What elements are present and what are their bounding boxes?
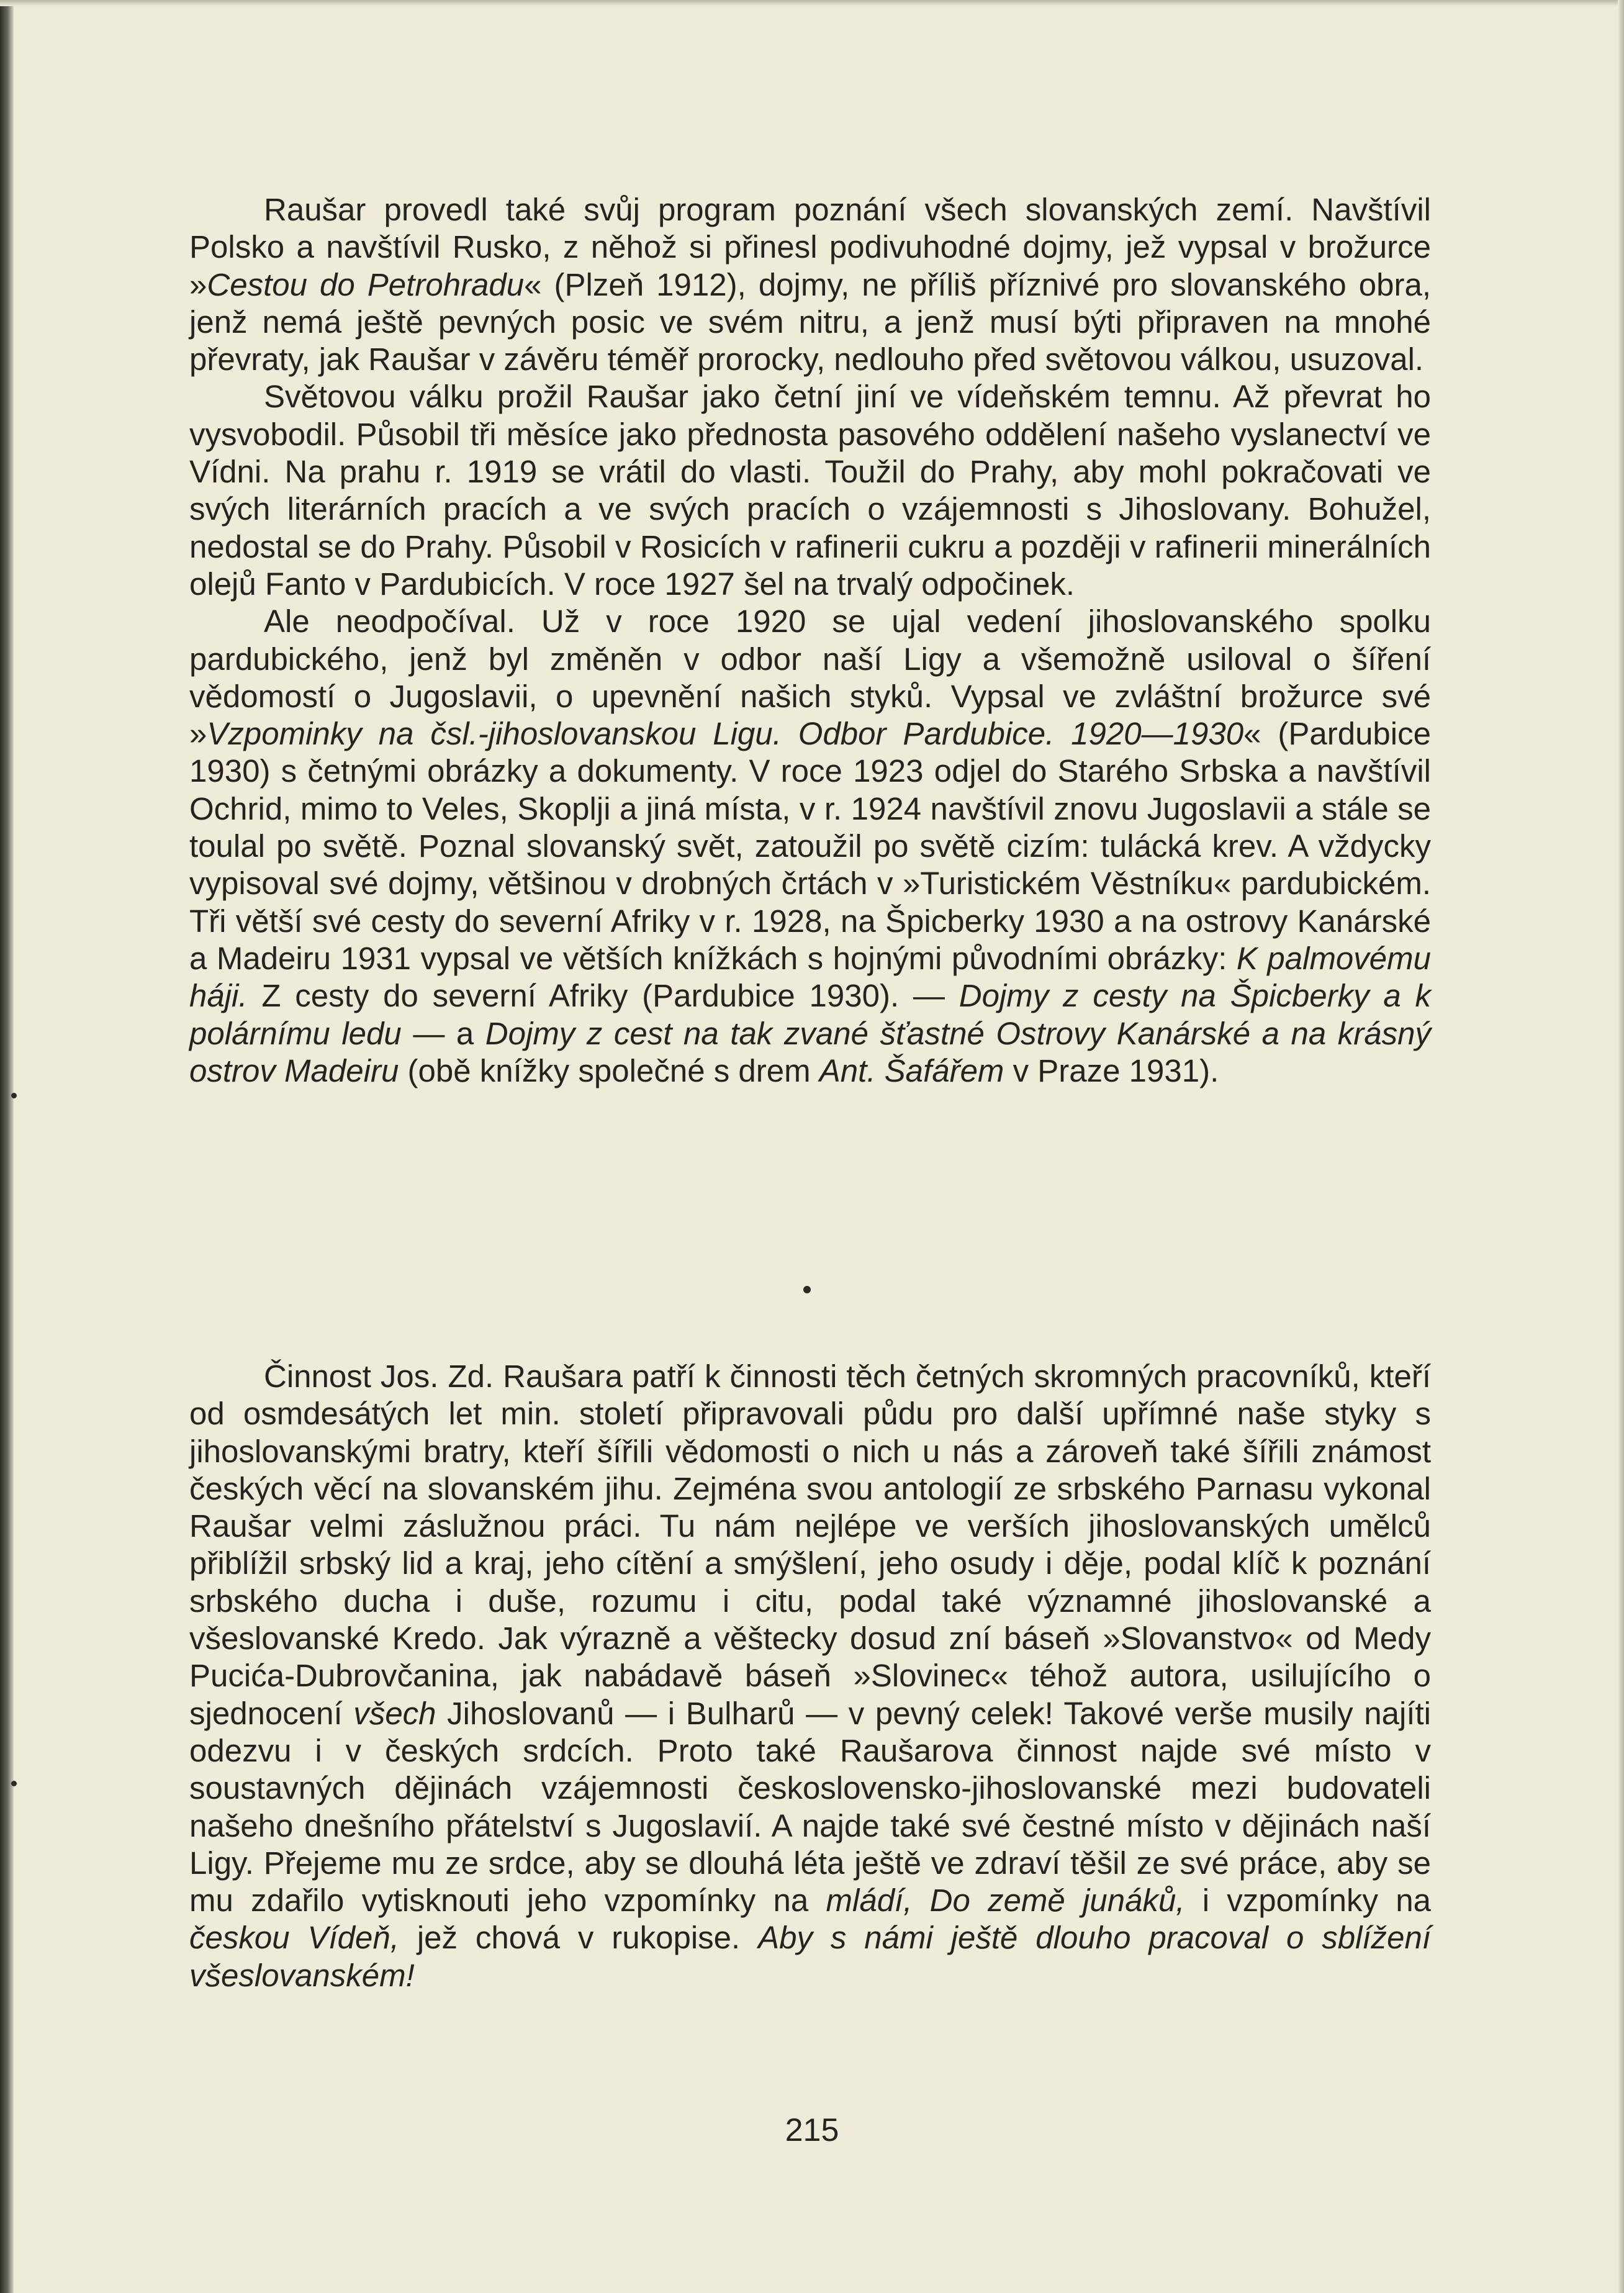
page-top-edge — [0, 0, 1624, 6]
page-right-edge — [1618, 0, 1624, 2293]
section-biography — [189, 191, 1431, 1090]
text-run: Činnost Jos. Zd. Raušara patří k činnosti těch četných skromných pracovníků, kteří od osmdesátých let min. století připravovali půdu pro další upřímné naše styky s jihoslovanskými bratry, kteří šířili vědomosti o nich u nás a zároveň také šířili známost českých věcí na slovanském jihu. Zejména svou antologií ze srbského Parnasu vykonal Raušar velmi záslužnou práci. Tu nám nejlépe ve verších jihoslovanských umělců přiblížil srbský lid a kraj, jeho cítění a smýšlení, jeho osudy i děje, podal klíč k poznání srbského ducha i duše, rozumu i citu, podal také významné jihoslovanské a všeslovanské Kredo. Jak výrazně a věštecky dosud zní báseň »Slovanstvo« od Medy Pucića-Dubrovčanina, jak nabádavě báseň »Slovinec« téhož autora, usilujícího o sjednocení — [189, 1359, 1431, 1731]
italic-run: Ant. Šafářem — [819, 1052, 1004, 1088]
text-run: Ale neodpočíval. Už v roce 1920 se ujal vedení jihoslovanského spolku pardubického, jenž byl změněn v odbor naší Ligy a všemožně usiloval o šíření vědomostí o Jugoslavii, o upevnění našich styků. Vypsal ve zvláštní brožurce své » — [189, 604, 1431, 752]
section-divider-dot — [803, 1286, 811, 1293]
section-appreciation — [189, 1358, 1431, 1994]
paragraph-later-activity — [189, 603, 1431, 1090]
text-run: i vzpomínky na — [1184, 1883, 1432, 1919]
italic-run: mládí, Do země junáků, — [826, 1883, 1185, 1919]
text-run: « (Plzeň 1912), dojmy, ne příliš příznivé pro slovanského obra, jenž nemá ještě pevných posic ve svém nitru, a jenž musí býti připraven na mnohé převraty, jak Raušar v závěru téměř prorocky, nedlouho před světovou válkou, usuzoval. — [189, 266, 1431, 378]
text-run: jež chová v rukopise. — [399, 1920, 759, 1956]
text-run: Raušar provedl také svůj program poznání všech slovanských zemí. Navštívil Polsko a navštívil Rusko, z něhož si přinesl podivuhodné dojmy, jež vypsal v brožurce » — [189, 192, 1431, 302]
italic-run: Cestou do Petrohradu — [207, 266, 525, 302]
paragraph-travels — [189, 191, 1431, 378]
italic-run: K palmovému háji. — [189, 940, 1432, 1014]
page-number: 215 — [785, 2112, 839, 2148]
italic-run: Aby s námi ještě dlouho pracoval o sblížení všeslovanském! — [189, 1920, 1431, 1993]
text-run: « (Pardubice 1930) s četnými obrázky a dokumenty. V roce 1923 odjel do Starého Srbska a navštívil Ochrid, mimo to Veles, Skoplji a jiná místa, v r. 1924 navštívil znovu Jugoslavii a stále se toulal po světě. Poznal slovanský svět, zatoužil po světě cizím: tulácká krev. A vždycky vypisoval své dojmy, většinou v drobných črtách v »Turistickém Věstníku« pardubickém. Tři větší své cesty do severní Afriky v r. 1928, na Špicberky 1930 a na ostrovy Kanárské a Madeiru 1931 vypsal ve větších knížkách s hojnými původními obrázky: — [189, 716, 1431, 976]
book-gutter-shadow — [0, 0, 14, 2293]
text-run: — a — [401, 1015, 485, 1051]
text-run: Jihoslovanů — i Bulharů — v pevný celek! Takové verše musily najíti odezvu i v českých srdcích. Proto také Raušarova činnost najde své místo v soustavných dějinách vzájemnosti československo-jihoslovanské mezi budovateli našeho dnešního přátelství s Jugoslavií. A najde také své čestné místo v dějinách naší Ligy. Přejeme mu ze srdce, aby se dlouhá léta ještě ve zdraví těšil ze své práce, aby se mu zdařilo vytisknouti jeho vzpomínky na — [189, 1695, 1431, 1919]
italic-run: všech — [353, 1695, 436, 1731]
paragraph-appreciation — [189, 1358, 1431, 1994]
text-run: (obě knížky společné s drem — [399, 1052, 819, 1088]
text-run: v Praze 1931). — [1004, 1052, 1219, 1088]
text-run: Z cesty do severní Afriky (Pardubice 1930). — — [247, 978, 959, 1014]
margin-mark — [11, 1093, 17, 1098]
text-run: Světovou válku prožil Raušar jako četní jiní ve vídeňském temnu. Až převrat ho vysvobodil. Působil tři měsíce jako přednosta pasového oddělení našeho vyslanectví ve Vídni. Na prahu r. 1919 se vrátil do vlasti. Toužil do Prahy, aby mohl pokračovati ve svých literárních pracích a ve svých pracích o vzájemnosti s Jihoslovany. Bohužel, nedostal se do Prahy. Působil v Rosicích v rafinerii cukru a později v rafinerii minerálních olejů Fanto v Pardubicích. V roce 1927 šel na trvalý odpočinek. — [189, 379, 1431, 602]
paragraph-war-years — [189, 378, 1431, 603]
italic-run: Dojmy z cest na tak zvané šťastné Ostrovy Kanárské a na krásný ostrov Madeiru — [189, 1015, 1432, 1088]
italic-run: Dojmy z cesty na Špicberky a k polárnímu ledu — [189, 978, 1432, 1051]
italic-run: českou Vídeň, — [189, 1920, 399, 1956]
italic-run: Vzpominky na čsl.-jihoslovanskou Ligu. Odbor Pardubice. 1920—1930 — [207, 716, 1244, 752]
margin-mark — [11, 1781, 17, 1786]
